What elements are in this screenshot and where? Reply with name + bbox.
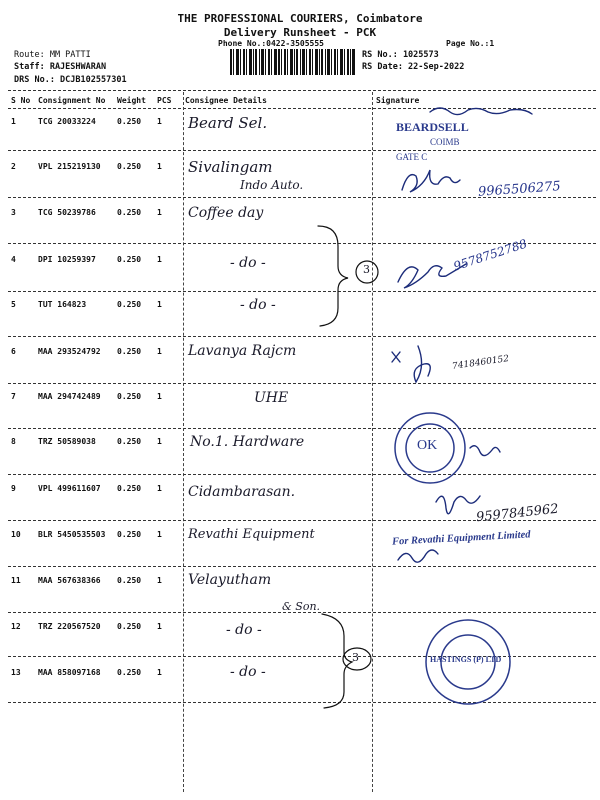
beardsell-stamp-sub: COIMB bbox=[430, 137, 460, 147]
row-sno: 7 bbox=[11, 392, 16, 401]
signature-stroke bbox=[392, 352, 400, 362]
row-consignment: TRZ 220567520 bbox=[38, 622, 101, 631]
row-sno: 10 bbox=[11, 530, 21, 539]
row-pcs: 1 bbox=[157, 392, 162, 401]
row-pcs: 1 bbox=[157, 162, 162, 171]
row-consignment: BLR 5450535503 bbox=[38, 530, 106, 539]
revathi-stamp: For Revathi Equipment Limited bbox=[391, 529, 531, 548]
row-pcs: 1 bbox=[157, 437, 162, 446]
page-number: Page No.:1 bbox=[446, 39, 495, 48]
row-sno: 4 bbox=[11, 255, 16, 264]
row-consignment: TCG 50239786 bbox=[38, 208, 96, 217]
row-consignment: VPL 215219130 bbox=[38, 162, 101, 171]
row-consignment: TCG 20033224 bbox=[38, 117, 96, 126]
row-weight: 0.250 bbox=[117, 255, 142, 264]
row-consignee: Revathi Equipment bbox=[188, 527, 315, 542]
col-sno: S No bbox=[11, 96, 31, 105]
phone-handwritten: 9965506275 bbox=[477, 179, 562, 200]
row-consignment: MAA 293524792 bbox=[38, 347, 101, 356]
circle-number: 3 bbox=[363, 263, 370, 276]
row-pcs: 1 bbox=[157, 622, 162, 631]
phone-handwritten: 9578752788 bbox=[451, 236, 529, 274]
row-weight: 0.250 bbox=[117, 484, 142, 493]
row-consignee: - do - bbox=[230, 255, 266, 271]
document-subtitle: Delivery Runsheet - PCK bbox=[223, 26, 377, 39]
row-pcs: 1 bbox=[157, 208, 162, 217]
row-weight: 0.250 bbox=[117, 300, 142, 309]
rs-number: RS No.: 1025573 bbox=[362, 50, 439, 60]
row-sno: 1 bbox=[11, 117, 16, 126]
row-consignment: MAA 294742489 bbox=[38, 392, 101, 401]
row-sno: 12 bbox=[11, 622, 21, 631]
row-consignee: - do - bbox=[240, 297, 276, 313]
row-weight: 0.250 bbox=[117, 162, 142, 171]
row-pcs: 1 bbox=[157, 300, 162, 309]
row-sno: 9 bbox=[11, 484, 16, 493]
row-weight: 0.250 bbox=[117, 117, 142, 126]
row-consignee: - do - bbox=[226, 622, 262, 638]
phone-number: Phone No.:0422-3505555 bbox=[218, 39, 324, 48]
signature-stroke bbox=[436, 496, 480, 514]
row-consignment: TRZ 50589038 bbox=[38, 437, 96, 446]
row-consignee: Beard Sel. bbox=[188, 114, 268, 132]
col-pcs: PCS bbox=[157, 96, 172, 105]
document-title: THE PROFESSIONAL COURIERS, Coimbatore bbox=[177, 12, 423, 25]
beardsell-stamp: BEARDSELL bbox=[396, 120, 469, 134]
row-sno: 8 bbox=[11, 437, 16, 446]
signature-stroke bbox=[470, 446, 500, 456]
row-weight: 0.250 bbox=[117, 576, 142, 585]
hastings-stamp: HASTINGS (P) LTD bbox=[430, 655, 502, 664]
row-consignee: Coffee day bbox=[188, 205, 264, 221]
row-consignee: Sivalingam bbox=[188, 158, 273, 176]
row-consignment: MAA 858097168 bbox=[38, 668, 101, 677]
circle-number: 3 bbox=[352, 651, 359, 664]
row-sno: 11 bbox=[11, 576, 21, 585]
col-consignee: Consignee Details bbox=[185, 96, 267, 105]
row-consignment: TUT 164823 bbox=[38, 300, 87, 309]
row-weight: 0.250 bbox=[117, 208, 142, 217]
row-consignment: DPI 10259397 bbox=[38, 255, 96, 264]
row-sno: 13 bbox=[11, 668, 21, 677]
row-consignee: No.1. Hardware bbox=[190, 434, 305, 450]
signature-stroke bbox=[430, 108, 532, 115]
row-pcs: 1 bbox=[157, 484, 162, 493]
row-sno: 5 bbox=[11, 300, 16, 309]
row-consignee: UHE bbox=[254, 390, 289, 406]
route: Route: MM PATTI bbox=[14, 50, 91, 60]
row-weight: 0.250 bbox=[117, 622, 142, 631]
rs-date: RS Date: 22-Sep-2022 bbox=[362, 62, 465, 72]
row-pcs: 1 bbox=[157, 117, 162, 126]
drs-number: DRS No.: DCJB102557301 bbox=[14, 75, 127, 85]
phone-handwritten: 7418460152 bbox=[451, 354, 510, 372]
beardsell-stamp-sub2: GATE C bbox=[396, 152, 428, 162]
col-consignment: Consignment No bbox=[38, 96, 106, 105]
ok-stamp: OK bbox=[417, 438, 438, 453]
staff: Staff: RAJESHWARAN bbox=[14, 62, 107, 72]
phone-handwritten: 9597845962 bbox=[475, 501, 560, 526]
row-sno: 2 bbox=[11, 162, 16, 171]
col-signature: Signature bbox=[376, 96, 420, 105]
row-pcs: 1 bbox=[157, 668, 162, 677]
row-pcs: 1 bbox=[157, 347, 162, 356]
row-consignee: Cidambarasan. bbox=[188, 484, 296, 500]
signature-stroke bbox=[402, 170, 460, 192]
row-consignee-line2: Indo Auto. bbox=[240, 178, 304, 192]
row-pcs: 1 bbox=[157, 530, 162, 539]
row-weight: 0.250 bbox=[117, 668, 142, 677]
signature-stroke bbox=[414, 346, 430, 382]
row-weight: 0.250 bbox=[117, 530, 142, 539]
row-consignment: MAA 567638366 bbox=[38, 576, 101, 585]
row-pcs: 1 bbox=[157, 576, 162, 585]
row-weight: 0.250 bbox=[117, 347, 142, 356]
row-consignee-line2: & Son. bbox=[282, 600, 321, 613]
brace-mark bbox=[322, 614, 352, 708]
row-consignment: VPL 499611607 bbox=[38, 484, 101, 493]
row-consignee: Lavanya Rajcm bbox=[188, 343, 297, 359]
row-consignee: Velayutham bbox=[188, 572, 272, 588]
row-weight: 0.250 bbox=[117, 437, 142, 446]
brace-mark bbox=[318, 226, 348, 326]
row-weight: 0.250 bbox=[117, 392, 142, 401]
col-weight: Weight bbox=[117, 96, 146, 105]
row-sno: 3 bbox=[11, 208, 16, 217]
row-sno: 6 bbox=[11, 347, 16, 356]
row-consignee: - do - bbox=[230, 664, 266, 680]
signature-stroke bbox=[398, 550, 438, 562]
row-pcs: 1 bbox=[157, 255, 162, 264]
